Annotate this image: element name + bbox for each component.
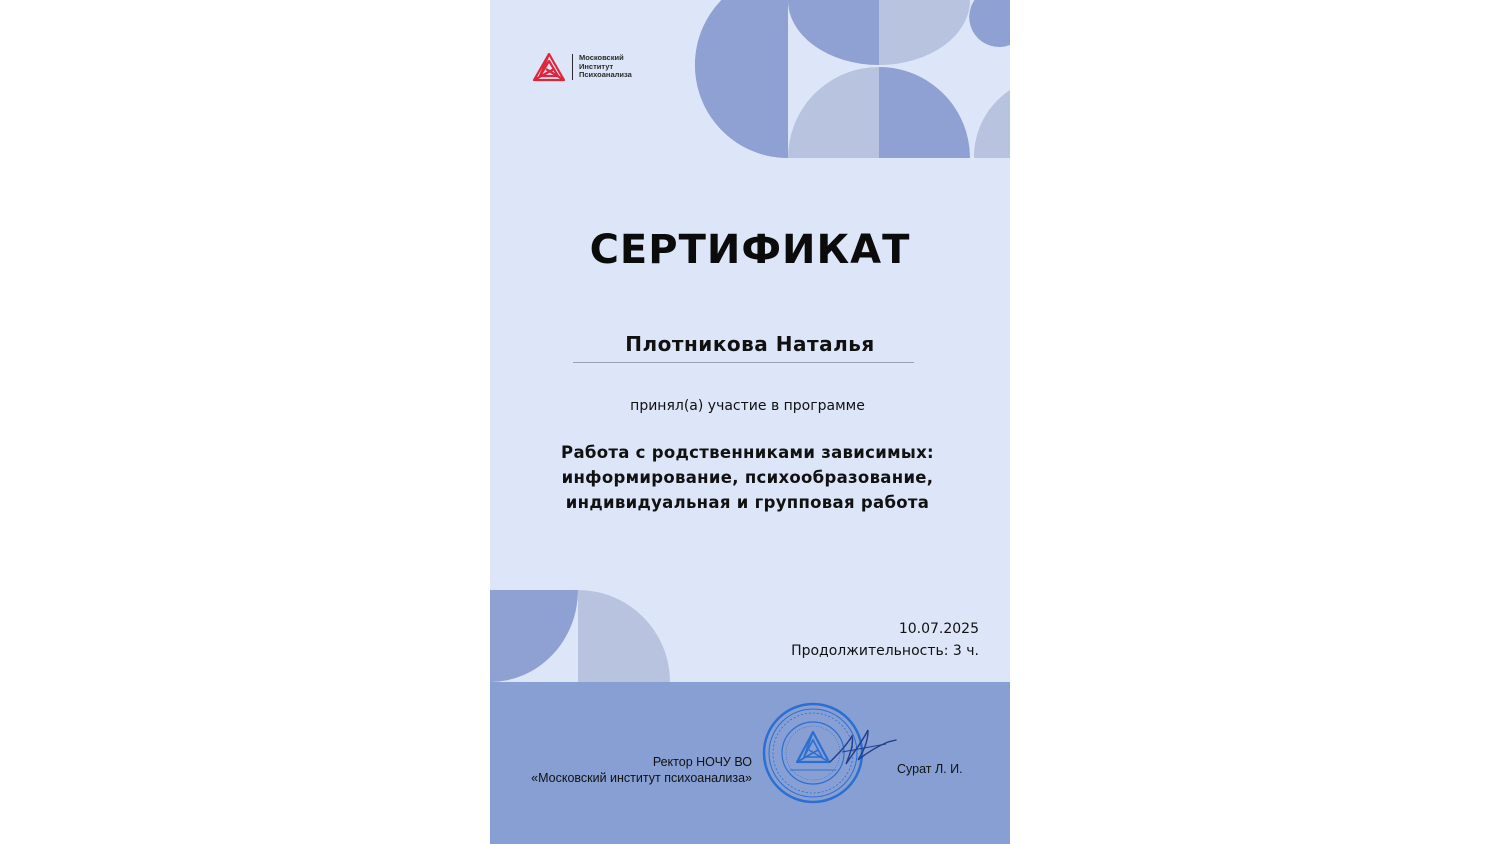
name-underline: [573, 362, 914, 363]
program-line-3: индивидуальная и групповая работа: [565, 493, 930, 512]
certificate-title: СЕРТИФИКАТ: [589, 227, 911, 273]
rector-line-1: Ректор НОЧУ ВО: [652, 755, 752, 769]
institute-logo: [532, 52, 632, 82]
signature-footer: [490, 682, 1010, 844]
program-line-1: Работа с родственниками зависимых:: [561, 443, 934, 462]
recipient-name: Плотникова Наталья: [625, 332, 875, 356]
logo-line-3: Психоанализа: [579, 70, 632, 80]
issue-date: 10.07.2025: [898, 621, 979, 637]
rector-title: [531, 754, 752, 786]
signer-name: Сурат Л. И.: [897, 762, 963, 776]
logo-line-2: Институт: [579, 61, 614, 71]
program-duration: Продолжительность: 3 ч.: [791, 643, 979, 659]
logo-text: [572, 54, 632, 80]
certificate-page: [490, 0, 1010, 844]
participation-text: принял(а) участие в программе: [630, 398, 865, 414]
handwritten-signature-icon: [828, 724, 898, 769]
rector-line-2: «Московский институт психоанализа»: [531, 771, 752, 785]
triangle-knot-logo-icon: [532, 52, 566, 82]
logo-line-1: Московский: [579, 53, 624, 63]
program-line-2: информирование, психообразование,: [561, 468, 934, 487]
program-title: [490, 440, 1005, 515]
